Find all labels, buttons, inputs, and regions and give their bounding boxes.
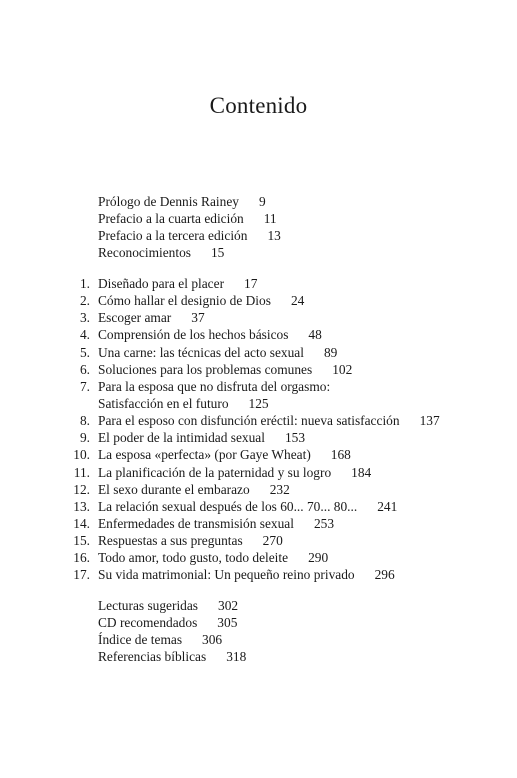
toc-entry-title: Índice de temas 306: [98, 632, 223, 647]
chapter-number: 11.: [73, 464, 90, 480]
toc-page-number: 37: [191, 310, 205, 326]
toc-page-number: 253: [313, 515, 335, 531]
toc-chapter-entry[interactable]: [0, 292, 517, 309]
toc-entry[interactable]: [0, 227, 517, 244]
toc-chapter-entry[interactable]: [0, 515, 517, 532]
back-matter-list: [0, 597, 517, 665]
toc-chapter-entry[interactable]: [0, 429, 517, 446]
chapter-title: Comprensión de los hechos básicos 48: [98, 327, 322, 343]
toc-chapter-entry[interactable]: [0, 344, 517, 361]
toc-entry[interactable]: [0, 648, 517, 665]
chapter-list: [0, 275, 517, 584]
chapter-title: La relación sexual después de los 60... 70... 80... 241: [98, 498, 398, 514]
toc-chapter-entry[interactable]: [0, 446, 517, 463]
toc-page-number: 168: [330, 447, 351, 463]
toc-chapter-entry[interactable]: [0, 361, 517, 378]
toc-chapter-entry[interactable]: [0, 549, 517, 566]
page-title: Contenido: [209, 93, 308, 118]
chapter-title: Su vida matrimonial: Un pequeño reino privado 296: [98, 567, 395, 583]
toc-page-number: 270: [262, 533, 283, 549]
toc-entry-title: Prólogo de Dennis Rainey 9: [98, 194, 266, 209]
toc-entry[interactable]: [0, 631, 517, 648]
toc-page-number: 102: [332, 361, 353, 377]
toc-entry-title: Prefacio a la tercera edición 13: [98, 228, 281, 243]
chapter-number: 3.: [79, 310, 90, 326]
chapter-title: El sexo durante el embarazo 232: [98, 481, 290, 497]
toc-page-number: 9: [258, 194, 266, 209]
chapter-title: La esposa «perfecta» (por Gaye Wheat) 168: [98, 447, 351, 463]
chapter-title: La planificación de la paternidad y su logro 184: [98, 464, 372, 480]
toc-entry[interactable]: [0, 614, 517, 631]
chapter-number: 14.: [73, 515, 90, 531]
toc-chapter-entry[interactable]: [0, 309, 517, 326]
toc-page-number: 302: [218, 598, 239, 613]
toc-entry[interactable]: [0, 193, 517, 210]
toc-entry[interactable]: [0, 210, 517, 227]
chapter-number: 4.: [79, 327, 90, 343]
toc-page-number: 15: [210, 245, 225, 260]
toc-page-number: 125: [248, 395, 269, 411]
toc-page-number: 306: [202, 632, 223, 647]
chapter-title: Para el esposo con disfunción eréctil: nueva satisfacción 137: [98, 413, 440, 429]
chapter-title: El poder de la intimidad sexual 153: [98, 430, 306, 446]
toc-page-number: 290: [308, 550, 329, 566]
toc-entry[interactable]: [0, 597, 517, 614]
toc-page-number: 305: [217, 615, 238, 630]
toc-chapter-entry[interactable]: [0, 464, 517, 481]
chapter-number: 1.: [79, 276, 90, 291]
chapter-title: Para la esposa que no disfruta del orgasmo:: [98, 378, 331, 394]
toc-entry-title: Lecturas sugeridas 302: [98, 598, 239, 613]
toc-page-number: 318: [226, 649, 247, 664]
chapter-title-continued: Satisfacción en el futuro 125: [98, 395, 269, 411]
toc-page-number: 184: [351, 464, 372, 480]
toc-page-number: 232: [269, 481, 290, 497]
chapter-number: 17.: [73, 567, 90, 583]
toc-chapter-entry[interactable]: [0, 412, 517, 429]
toc-entry-title: Reconocimientos 15: [98, 245, 225, 260]
toc-chapter-entry[interactable]: [0, 378, 517, 395]
chapter-number: 5.: [79, 344, 90, 360]
toc-chapter-entry[interactable]: [0, 326, 517, 343]
chapter-title: Diseñado para el placer 17: [98, 276, 258, 291]
chapter-number: 9.: [79, 430, 90, 446]
chapter-title: Soluciones para los problemas comunes 102: [98, 361, 353, 377]
toc-chapter-entry[interactable]: [0, 498, 517, 515]
toc-entry[interactable]: [0, 244, 517, 261]
toc-page-number: 153: [284, 430, 306, 446]
toc-page-number: 17: [244, 276, 258, 291]
chapter-number: 2.: [79, 293, 90, 309]
chapter-title: Todo amor, todo gusto, todo deleite 290: [98, 550, 329, 566]
chapter-number: 6.: [79, 361, 90, 377]
chapter-title: Cómo hallar el designio de Dios 24: [98, 293, 305, 309]
toc-entry-title: Referencias bíblicas 318: [98, 649, 247, 664]
toc-chapter-entry[interactable]: [0, 481, 517, 498]
toc-page-number: 24: [290, 293, 305, 309]
chapter-number: 15.: [73, 533, 90, 549]
toc-page-number: 48: [308, 327, 322, 343]
chapter-title: Enfermedades de transmisión sexual 253: [98, 515, 335, 531]
toc-chapter-entry[interactable]: [0, 532, 517, 549]
chapter-number: 8.: [79, 413, 90, 429]
chapter-number: 7.: [79, 378, 90, 394]
chapter-number: 12.: [73, 481, 90, 497]
toc-chapter-entry[interactable]: [0, 566, 517, 583]
toc-page-number: 296: [374, 567, 395, 583]
toc-page-number: 137: [419, 413, 440, 429]
toc-page-number: 11: [263, 211, 277, 226]
toc-page-number: 241: [377, 498, 398, 514]
chapter-number: 13.: [73, 498, 90, 514]
toc-chapter-entry-continued[interactable]: [0, 395, 517, 412]
chapter-title: Escoger amar 37: [98, 310, 205, 326]
chapter-title: Una carne: las técnicas del acto sexual 89: [98, 344, 338, 360]
chapter-number: 10.: [73, 447, 90, 463]
chapter-number: 16.: [73, 550, 90, 566]
chapter-title: Respuestas a sus preguntas 270: [98, 533, 283, 549]
toc-entry-title: CD recomendados 305: [98, 615, 238, 630]
front-matter-list: [0, 193, 517, 261]
toc-chapter-entry[interactable]: [0, 275, 517, 292]
toc-page-number: 13: [267, 228, 281, 243]
toc-page-number: 89: [323, 344, 338, 360]
toc-entry-title: Prefacio a la cuarta edición 11: [98, 211, 277, 226]
